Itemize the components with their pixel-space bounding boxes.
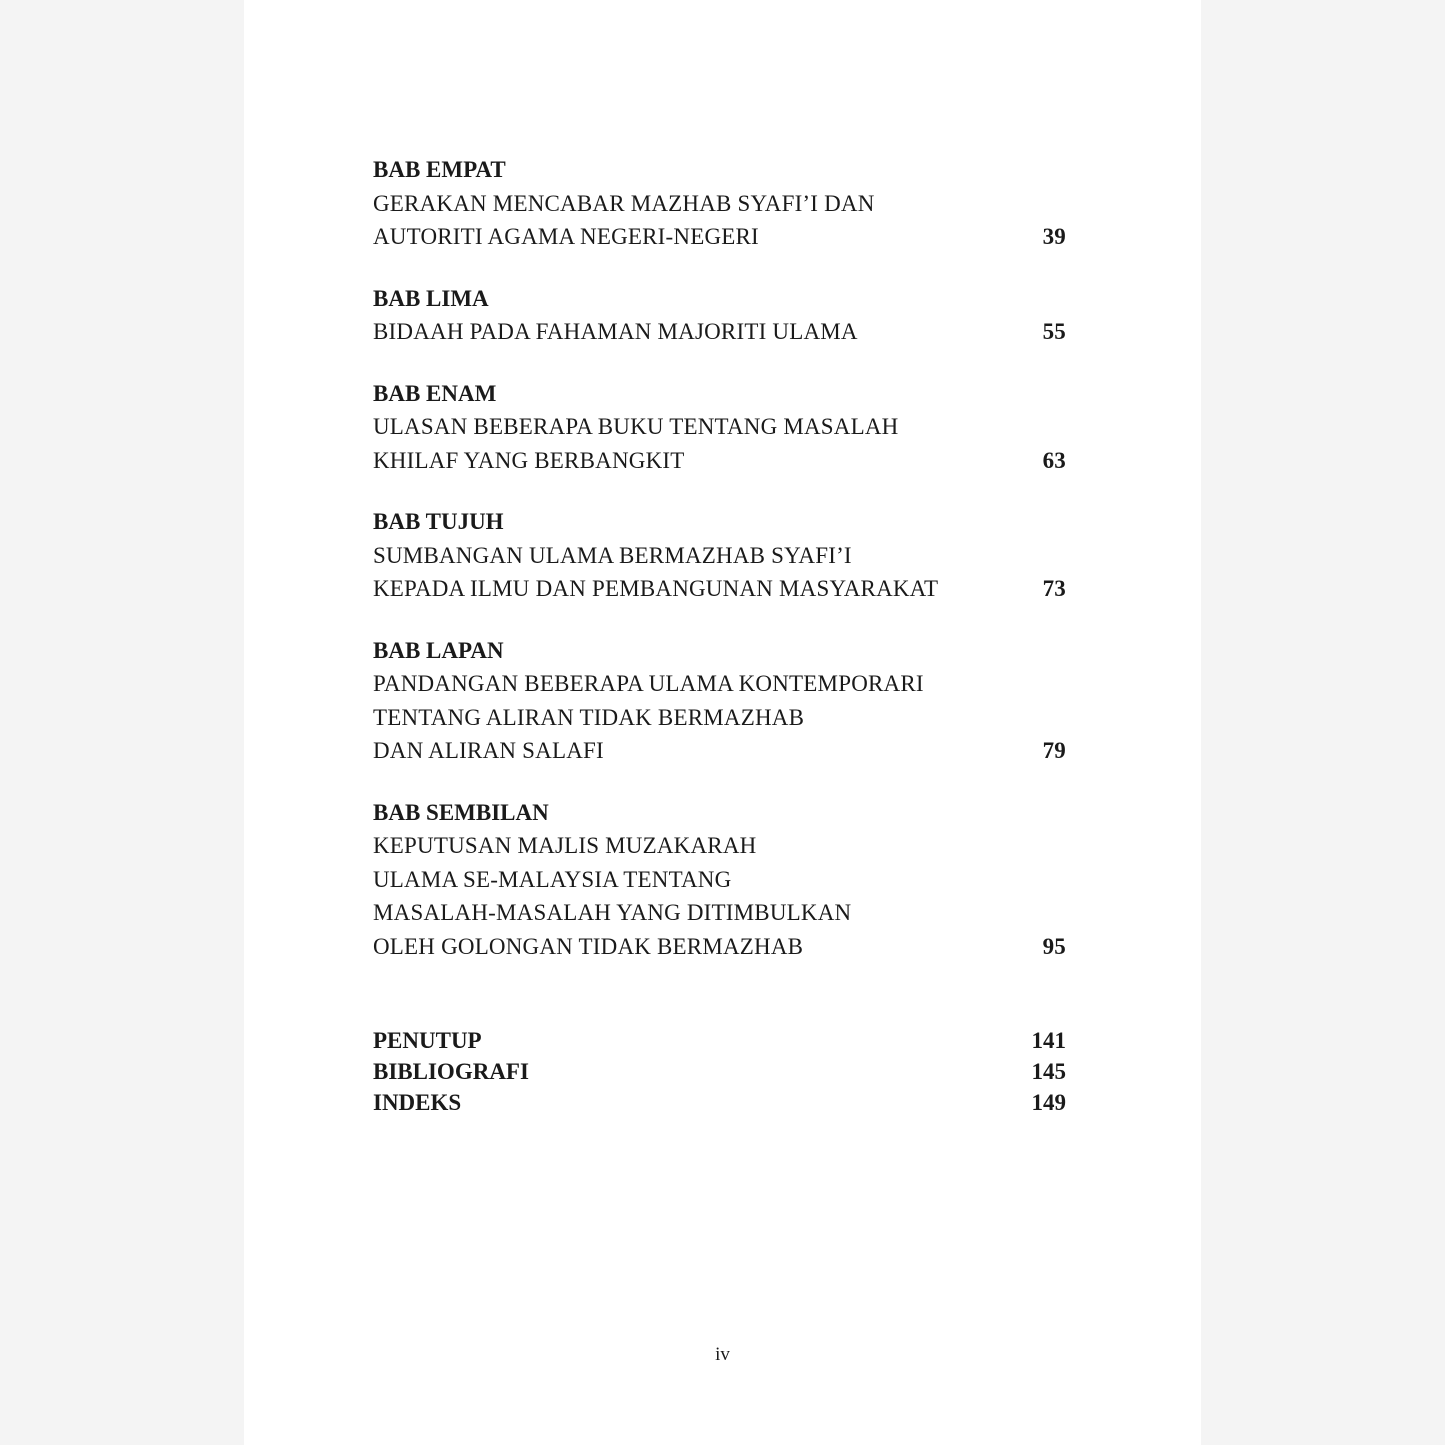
chapter-title-line <box>373 572 1066 606</box>
chapter-title-line <box>373 539 1066 573</box>
chapter-heading: BAB EMPAT <box>373 157 506 182</box>
chapter-title-text: KHILAF YANG BERBANGKIT <box>373 447 685 473</box>
chapter-heading: BAB LAPAN <box>373 637 504 663</box>
chapter-title-line <box>373 734 1066 768</box>
toc-chapter <box>373 377 1066 478</box>
table-of-contents <box>373 153 1066 1118</box>
back-matter-item <box>373 1056 1066 1087</box>
chapter-heading: BAB SEMBILAN <box>373 799 549 825</box>
back-matter-item <box>373 1087 1066 1118</box>
chapter-title-text: SUMBANGAN ULAMA BERMAZHAB SYAFI’I <box>373 542 852 568</box>
back-matter-label: BIBLIOGRAFI <box>373 1059 529 1084</box>
chapter-title-line <box>373 410 1066 444</box>
chapter-title-text: OLEH GOLONGAN TIDAK BERMAZHAB <box>373 933 804 959</box>
page-number: 73 <box>1042 576 1066 601</box>
chapter-title-text: ULAMA SE-MALAYSIA TENTANG <box>373 866 732 892</box>
page-number: 63 <box>1042 447 1066 473</box>
toc-chapter <box>373 505 1066 606</box>
page-number: 141 <box>1031 1028 1066 1053</box>
chapter-title-line <box>373 315 1066 349</box>
chapter-title-text: AUTORITI AGAMA NEGERI-NEGERI <box>373 224 759 249</box>
chapter-title-text: TENTANG ALIRAN TIDAK BERMAZHAB <box>373 704 805 730</box>
chapter-title-line <box>373 863 1066 897</box>
back-matter-label: INDEKS <box>373 1090 462 1115</box>
toc-chapter <box>373 153 1066 254</box>
page-number: 145 <box>1031 1059 1066 1084</box>
back-matter-label: PENUTUP <box>373 1028 482 1053</box>
chapter-heading: BAB LIMA <box>373 285 489 311</box>
page-number: 55 <box>1042 319 1066 344</box>
chapter-title-text: DAN ALIRAN SALAFI <box>373 738 604 763</box>
chapter-title-text: KEPUTUSAN MAJLIS MUZAKARAH <box>373 833 757 858</box>
chapter-title-line <box>373 187 1066 221</box>
chapter-title-text: BIDAAH PADA FAHAMAN MAJORITI ULAMA <box>373 319 858 344</box>
book-page <box>244 0 1201 1445</box>
chapter-title-text: ULASAN BEBERAPA BUKU TENTANG MASALAH <box>373 414 899 439</box>
page-number: 149 <box>1031 1090 1066 1115</box>
chapter-title-line <box>373 667 1066 701</box>
chapter-title-line <box>373 829 1066 863</box>
chapter-title-text: PANDANGAN BEBERAPA ULAMA KONTEMPORARI <box>373 671 924 696</box>
chapter-title-line <box>373 220 1066 254</box>
page-number: 39 <box>1042 224 1066 249</box>
chapter-title-text: MASALAH-MASALAH YANG DITIMBULKAN <box>373 900 852 925</box>
back-matter-list <box>373 1025 1066 1118</box>
page-number: 79 <box>1042 738 1066 763</box>
chapter-title-text: GERAKAN MENCABAR MAZHAB SYAFI’I DAN <box>373 190 875 216</box>
chapter-title-line <box>373 444 1066 478</box>
chapter-title-line <box>373 896 1066 930</box>
chapter-title-line <box>373 701 1066 735</box>
chapter-title-line <box>373 930 1066 964</box>
toc-chapter <box>373 634 1066 768</box>
chapter-heading: BAB ENAM <box>373 380 497 406</box>
chapter-title-text: KEPADA ILMU DAN PEMBANGUNAN MASYARAKAT <box>373 576 939 601</box>
chapter-heading: BAB TUJUH <box>373 509 504 534</box>
folio-page-number: iv <box>715 1344 730 1365</box>
toc-chapter <box>373 796 1066 964</box>
toc-chapter <box>373 282 1066 349</box>
back-matter-item <box>373 1025 1066 1056</box>
page-number: 95 <box>1042 933 1066 959</box>
